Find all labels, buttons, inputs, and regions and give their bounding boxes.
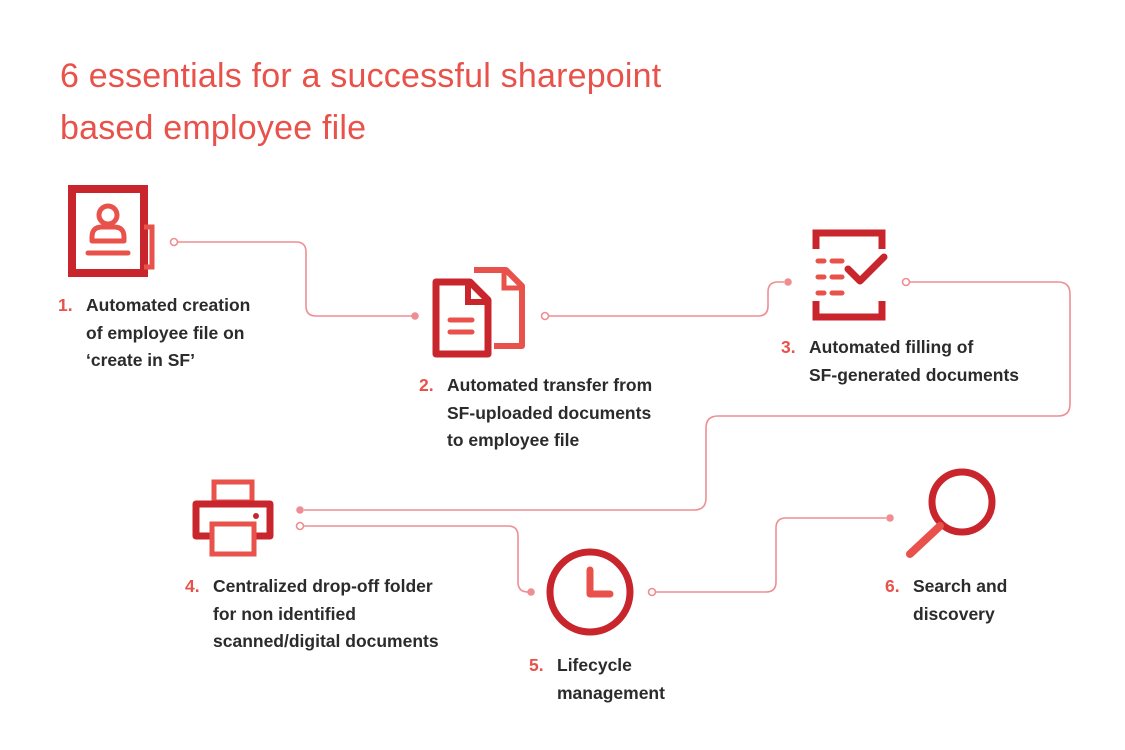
- node-dot: [527, 588, 535, 596]
- node-dot: [649, 589, 656, 596]
- step-text-line: Automated transfer from: [447, 375, 653, 395]
- step-text-line: Search and: [913, 576, 1008, 596]
- step-5-label: [529, 652, 665, 707]
- step-text-line: of employee file on: [86, 322, 245, 343]
- step-text-line: for non identified: [213, 603, 356, 624]
- step-number: 2.: [419, 375, 434, 395]
- employee-file-icon: [66, 183, 158, 279]
- step-text-line: Centralized drop-off folder: [213, 576, 433, 596]
- step-text-line: scanned/digital documents: [213, 631, 439, 651]
- checklist-icon: [808, 225, 890, 325]
- step-number: 4.: [185, 576, 200, 596]
- step-number: 1.: [58, 295, 73, 315]
- node-dot: [171, 239, 178, 246]
- node-dot: [296, 506, 304, 514]
- node-dot: [903, 279, 910, 286]
- step-text-line: to employee file: [447, 430, 580, 450]
- node-dot: [297, 523, 304, 530]
- step-text-line: discovery: [913, 603, 995, 624]
- step-text-line: management: [557, 682, 665, 703]
- connector-5-6: [656, 518, 886, 592]
- step-number: 5.: [529, 655, 544, 675]
- node-dot: [784, 278, 792, 286]
- step-text-line: Automated filling of: [809, 337, 974, 357]
- step-1-label: [58, 292, 251, 375]
- search-icon: [902, 466, 1002, 562]
- step-number: 6.: [885, 576, 900, 596]
- title-line-2: based employee file: [60, 109, 367, 147]
- printer-icon: [190, 476, 276, 560]
- step-4-label: [185, 573, 439, 656]
- title-line-1: 6 essentials for a successful sharepoint: [60, 57, 662, 95]
- step-text-line: SF-generated documents: [809, 364, 1020, 385]
- step-6-label: [885, 573, 1008, 628]
- connector-2-3: [549, 282, 784, 316]
- step-text-line: Lifecycle: [557, 655, 632, 675]
- documents-icon: [428, 262, 530, 360]
- step-text-line: Automated creation: [86, 295, 251, 315]
- step-text-line: ‘create in SF’: [86, 350, 195, 370]
- step-number: 3.: [781, 337, 796, 357]
- step-3-label: [781, 334, 1020, 389]
- step-2-label: [419, 372, 653, 455]
- node-dot: [886, 514, 894, 522]
- node-dot: [411, 312, 419, 320]
- step-text-line: SF-uploaded documents: [447, 402, 652, 423]
- node-dot: [542, 313, 549, 320]
- clock-icon: [544, 546, 636, 638]
